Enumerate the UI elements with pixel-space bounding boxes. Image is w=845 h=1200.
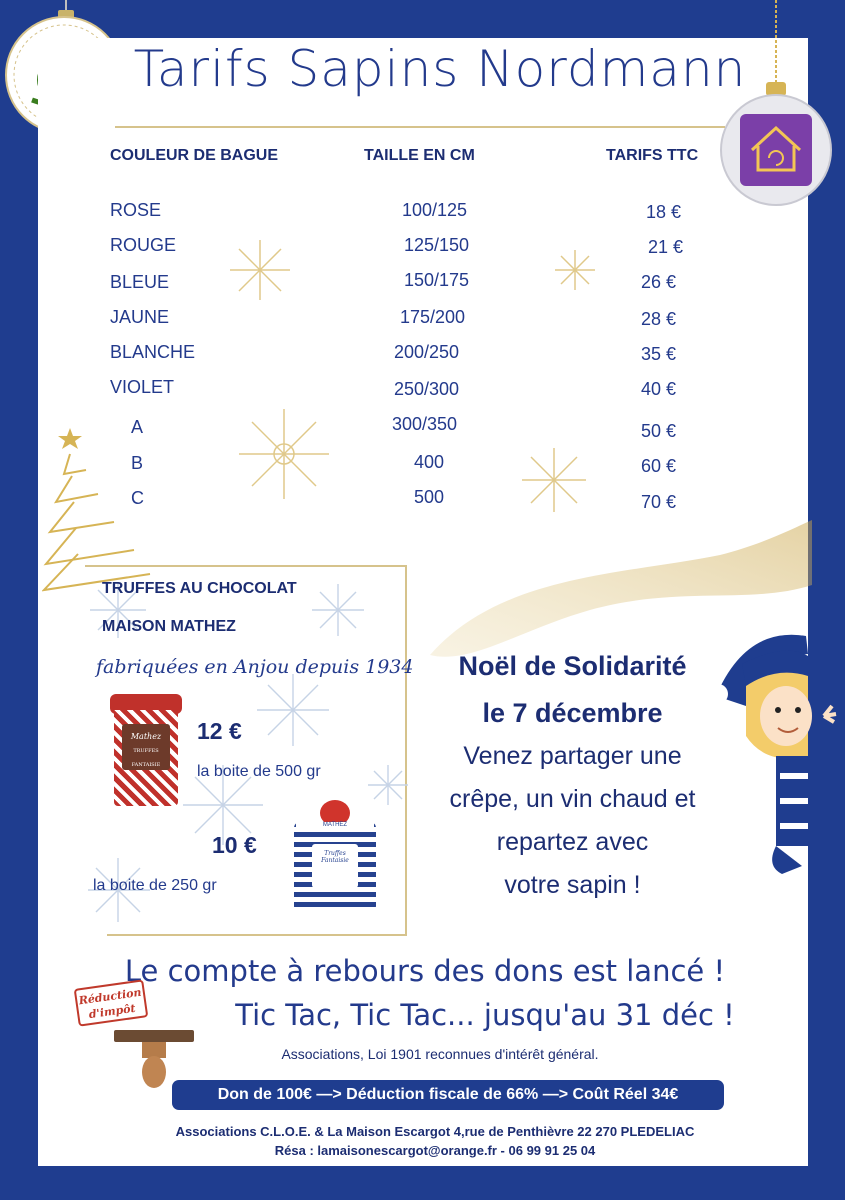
row-price: 60 €: [641, 456, 677, 476]
tin-label: Truffes Fantaisie: [312, 844, 358, 888]
tin-label: TRUFFES FANTAISIE: [131, 748, 161, 768]
snowflake-icon: [228, 238, 292, 302]
snowflake-icon: [520, 446, 588, 514]
truffle-desc-large: la boite de 500 gr: [197, 763, 321, 780]
stamp-line-1: Réduction: [77, 985, 143, 1008]
noel-text-3: repartez avec: [496, 828, 649, 856]
noel-text-4: votre sapin !: [504, 871, 641, 899]
row-color: ROSE: [110, 200, 162, 220]
row-color: BLEUE: [110, 272, 170, 292]
tin-brand: MATHEZ: [296, 822, 374, 832]
ornament-logo: [712, 0, 842, 215]
truffle-tagline: fabriquées en Anjou depuis 1934: [96, 656, 414, 678]
donation-banner: Don de 100€ —> Déduction fiscale de 66% —> Coût Réel 34€: [172, 1080, 724, 1110]
truffle-desc-small: la boite de 250 gr: [93, 877, 217, 894]
snowflake-icon: [236, 406, 332, 502]
row-color: VIOLET: [110, 377, 175, 397]
row-color: C: [131, 488, 144, 508]
countdown-line-2: Tic Tac, Tic Tac... jusqu'au 31 déc !: [235, 998, 735, 1032]
noel-date: le 7 décembre: [482, 698, 663, 728]
truffle-price-small: 10 €: [212, 832, 257, 858]
footer-contact: Résa : lamaisonescargot@orange.fr - 06 99 91 25 04: [274, 1143, 596, 1158]
truffle-title-1: TRUFFES AU CHOCOLAT: [102, 580, 297, 597]
row-price: 28 €: [641, 309, 677, 329]
row-price: 21 €: [648, 237, 684, 257]
row-size: 100/125: [402, 200, 468, 220]
title-divider: [115, 126, 725, 128]
elf-illustration: [706, 626, 845, 886]
truffle-tin-red: [110, 694, 182, 808]
row-size: 200/250: [394, 342, 460, 362]
truffle-tin-striped: [294, 800, 376, 912]
row-size: 400: [414, 452, 445, 472]
row-color: ROUGE: [110, 235, 177, 255]
row-price: 40 €: [641, 379, 677, 399]
row-size: 500: [414, 487, 445, 507]
tin-brand: Mathez: [130, 732, 162, 741]
page-title: Tarifs Sapins Nordmann: [133, 40, 747, 98]
row-size: 125/150: [404, 235, 470, 255]
row-color: BLANCHE: [110, 342, 196, 362]
stamp-line-2: d'impôt: [88, 1001, 137, 1022]
row-color: B: [131, 453, 144, 473]
countdown-line-1: Le compte à rebours des dons est lancé !: [124, 954, 726, 988]
noel-title: Noël de Solidarité: [458, 651, 687, 681]
header-color: COULEUR DE BAGUE: [110, 147, 279, 164]
row-price: 18 €: [646, 202, 682, 222]
noel-text-2: crêpe, un vin chaud et: [449, 785, 696, 813]
row-price: 35 €: [641, 344, 677, 364]
association-note: Associations, Loi 1901 reconnues d'intérêt général.: [281, 1046, 599, 1062]
noel-text-1: Venez partager une: [463, 742, 682, 770]
row-size: 250/300: [394, 379, 460, 399]
header-price: TARIFS TTC: [606, 147, 699, 164]
footer-address: Associations C.L.O.E. & La Maison Escargot 4,rue de Penthièvre 22 270 PLEDELIAC: [175, 1124, 695, 1139]
row-size: 175/200: [400, 307, 466, 327]
snowflake-icon: [553, 248, 597, 292]
row-size: 300/350: [392, 414, 458, 434]
row-price: 70 €: [641, 492, 677, 512]
row-price: 26 €: [641, 272, 677, 292]
row-size: 150/175: [404, 270, 470, 290]
row-color: A: [131, 417, 144, 437]
header-size: TAILLE EN CM: [364, 147, 475, 164]
row-color: JAUNE: [110, 307, 170, 327]
row-price: 50 €: [641, 421, 677, 441]
truffle-title-2: MAISON MATHEZ: [102, 618, 236, 635]
truffle-price-large: 12 €: [197, 718, 242, 744]
